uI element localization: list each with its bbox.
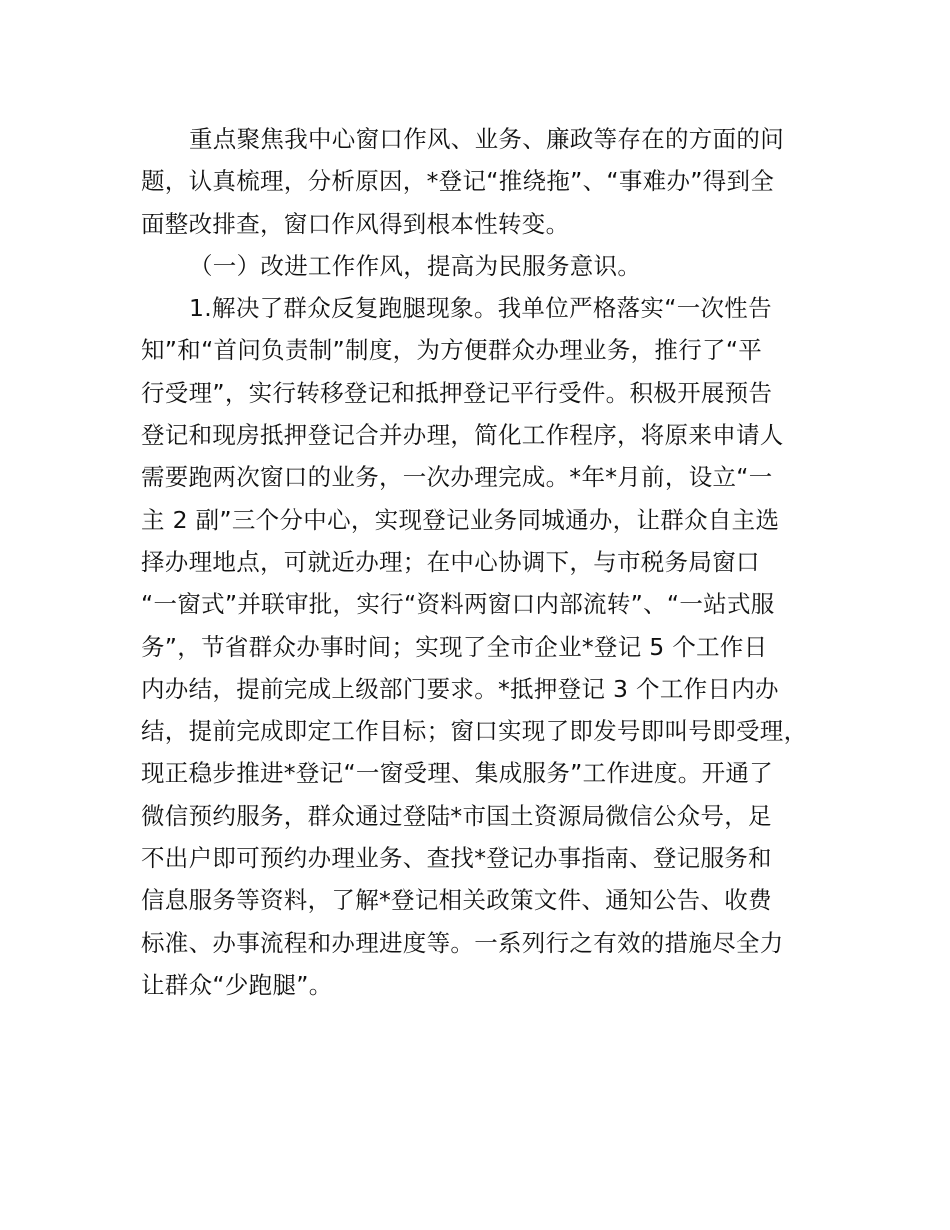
paragraph-1-line-1: 重点聚焦我中心窗口作风、业务、廉政等存在的方面的问 xyxy=(189,125,784,153)
paragraph-2-line-8: “一窗式”并联审批，实行“资料两窗口内部流转”、“一站式服 xyxy=(141,590,775,619)
paragraph-2-line-1: 1.解决了群众反复跑腿现象。我单位严格落实“一次性告 xyxy=(189,294,772,323)
paragraph-2-line-13: 微信预约服务，群众通过登陆*市国土资源局微信公众号，足 xyxy=(141,801,772,830)
paragraph-2-line-17: 让群众“少跑腿”。 xyxy=(141,970,333,999)
paragraph-2-line-7: 择办理地点，可就近办理；在中心协调下，与市税务局窗口 xyxy=(141,547,760,576)
paragraph-2-line-12: 现正稳步推进*登记“一窗受理、集成服务”工作进度。开通了 xyxy=(141,759,773,788)
paragraph-2-line-10: 内办结，提前完成上级部门要求。*抵押登记 3 个工作日内办 xyxy=(141,674,779,703)
paragraph-2-line-11: 结，提前完成即定工作目标；窗口实现了即发号即叫号即受理， xyxy=(141,717,808,746)
paragraph-2-line-3: 行受理”，实行转移登记和抵押登记平行受件。积极开展预告 xyxy=(141,378,773,407)
paragraph-2-line-5: 需要跑两次窗口的业务，一次办理完成。*年*月前，设立“一 xyxy=(141,463,773,492)
document-body xyxy=(141,118,841,1006)
paragraph-2-line-2: 知”和“首问负责制”制度，为方便群众办理业务，推行了“平 xyxy=(141,336,763,365)
paragraph-2-line-14: 不出户即可预约办理业务、查找*登记办事指南、登记服务和 xyxy=(141,844,772,873)
paragraph-2-line-4: 登记和现房抵押登记合并办理，简化工作程序，将原来申请人 xyxy=(141,421,784,450)
paragraph-1-line-2: 题，认真梳理，分析原因，*登记“推绕拖”、“事难办”得到全 xyxy=(141,167,775,196)
paragraph-2-line-16: 标准、办事流程和办理进度等。一系列行之有效的措施尽全力 xyxy=(141,928,784,957)
paragraph-2-line-6: 主 2 副”三个分中心，实现登记业务同城通办，让群众自主选 xyxy=(141,505,780,534)
paragraph-1-line-3: 面整改排查，窗口作风得到根本性转变。 xyxy=(141,209,570,238)
paragraph-2-line-15: 信息服务等资料，了解*登记相关政策文件、通知公告、收费 xyxy=(141,886,772,915)
section-heading: （一）改进工作作风，提高为民服务意识。 xyxy=(189,251,642,280)
paragraph-2-line-9: 务”，节省群众办事时间；实现了全市企业*登记 5 个工作日 xyxy=(141,632,768,661)
